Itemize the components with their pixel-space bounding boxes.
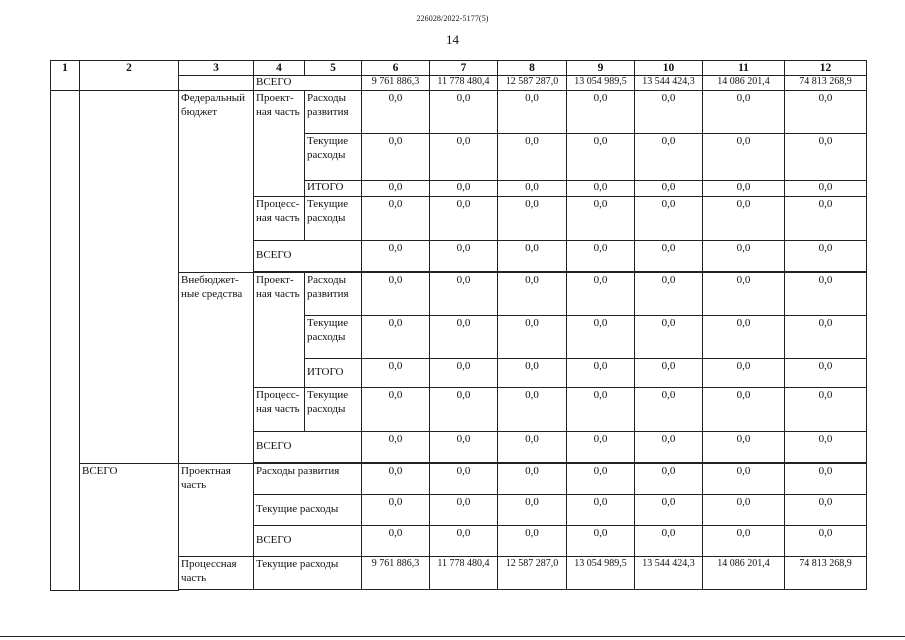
value-cell: 0,0	[362, 495, 430, 526]
value-cell: 0,0	[567, 241, 635, 272]
header-cell: 3	[179, 61, 254, 76]
value-cell: 13 544 424,3	[635, 557, 703, 590]
value-cell: 0,0	[362, 91, 430, 134]
value-cell: 0,0	[703, 359, 785, 388]
value-cell: 0,0	[567, 359, 635, 388]
page-number: 14	[446, 32, 459, 47]
part-label: Проект-ная часть	[254, 91, 305, 197]
value-cell: 0,0	[567, 495, 635, 526]
row-label: ВСЕГО	[254, 241, 362, 272]
table-row	[51, 464, 867, 495]
value-cell: 0,0	[785, 197, 867, 241]
header-cell: 8	[498, 61, 567, 76]
expense-label: Текущие расходы	[254, 495, 362, 526]
value-cell: 13 544 424,3	[635, 76, 703, 91]
value-cell: 13 054 989,5	[567, 76, 635, 91]
value-cell: 11 778 480,4	[430, 76, 498, 91]
value-cell: 0,0	[635, 432, 703, 463]
value-cell: 0,0	[703, 526, 785, 557]
expense-label: Текущие расходы	[305, 388, 362, 432]
value-cell: 0,0	[703, 464, 785, 495]
value-cell: 0,0	[635, 526, 703, 557]
value-cell: 9 761 886,3	[362, 557, 430, 590]
value-cell: 0,0	[567, 197, 635, 241]
value-cell: 0,0	[498, 197, 567, 241]
header-cell: 6	[362, 61, 430, 76]
value-cell: 0,0	[785, 388, 867, 432]
value-cell: 0,0	[567, 273, 635, 316]
value-cell: 0,0	[703, 316, 785, 359]
part-label: Процесс-ная часть	[254, 197, 305, 241]
expense-label: ИТОГО	[305, 359, 362, 388]
header-cell: 2	[80, 61, 179, 91]
value-cell: 14 086 201,4	[703, 557, 785, 590]
value-cell: 0,0	[635, 134, 703, 181]
value-cell: 0,0	[703, 273, 785, 316]
expense-label: Текущие расходы	[305, 134, 362, 181]
value-cell: 0,0	[430, 316, 498, 359]
value-cell: 0,0	[430, 464, 498, 495]
value-cell: 0,0	[635, 197, 703, 241]
value-cell: 0,0	[498, 241, 567, 272]
header-cell: 5	[305, 61, 362, 76]
value-cell: 0,0	[498, 526, 567, 557]
part-label: Проектная часть	[179, 464, 254, 557]
header-cell: 4	[254, 61, 305, 76]
value-cell: 0,0	[567, 526, 635, 557]
value-cell: 0,0	[635, 316, 703, 359]
value-cell: 0,0	[703, 388, 785, 432]
value-cell: 0,0	[362, 197, 430, 241]
value-cell: 0,0	[430, 241, 498, 272]
column-1-cell	[51, 91, 80, 591]
header-cell: 10	[635, 61, 703, 76]
value-cell: 0,0	[498, 388, 567, 432]
row-label: ВСЕГО	[254, 432, 362, 463]
value-cell: 0,0	[498, 432, 567, 463]
header-cell: 9	[567, 61, 635, 76]
value-cell: 0,0	[703, 197, 785, 241]
value-cell: 0,0	[362, 464, 430, 495]
value-cell: 0,0	[362, 388, 430, 432]
value-cell: 0,0	[785, 495, 867, 526]
value-cell: 0,0	[498, 464, 567, 495]
value-cell: 0,0	[635, 359, 703, 388]
value-cell: 0,0	[567, 464, 635, 495]
total-group-label: ВСЕГО	[80, 464, 179, 591]
value-cell: 11 778 480,4	[430, 557, 498, 590]
value-cell: 0,0	[635, 273, 703, 316]
value-cell: 0,0	[635, 388, 703, 432]
value-cell: 0,0	[430, 181, 498, 197]
value-cell: 0,0	[362, 432, 430, 463]
source-label-extra-budget: Внебюджет-ные средства	[179, 273, 254, 464]
row-label: ВСЕГО	[254, 526, 362, 557]
part-label: Проект-ная часть	[254, 273, 305, 388]
value-cell: 0,0	[567, 432, 635, 463]
expense-label: Расходы развития	[305, 91, 362, 134]
value-cell: 0,0	[362, 359, 430, 388]
value-cell: 0,0	[785, 432, 867, 463]
value-cell: 0,0	[430, 495, 498, 526]
value-cell: 0,0	[567, 316, 635, 359]
value-cell: 0,0	[785, 181, 867, 197]
page-bottom-rule	[0, 636, 905, 637]
value-cell: 0,0	[635, 241, 703, 272]
value-cell: 0,0	[362, 241, 430, 272]
value-cell: 0,0	[362, 526, 430, 557]
value-cell: 0,0	[703, 495, 785, 526]
value-cell: 0,0	[498, 273, 567, 316]
value-cell: 0,0	[498, 316, 567, 359]
value-cell: 0,0	[430, 273, 498, 316]
budget-table	[50, 60, 867, 591]
value-cell: 0,0	[703, 181, 785, 197]
value-cell: 13 054 989,5	[567, 557, 635, 590]
value-cell: 0,0	[362, 273, 430, 316]
expense-label: ИТОГО	[305, 181, 362, 197]
value-cell: 0,0	[635, 91, 703, 134]
value-cell: 0,0	[362, 316, 430, 359]
value-cell: 74 813 268,9	[785, 76, 867, 91]
value-cell: 0,0	[785, 273, 867, 316]
value-cell: 0,0	[567, 388, 635, 432]
value-cell: 12 587 287,0	[498, 557, 567, 590]
value-cell: 0,0	[362, 134, 430, 181]
value-cell: 0,0	[703, 134, 785, 181]
row-label: ВСЕГО	[254, 76, 362, 91]
value-cell: 0,0	[430, 197, 498, 241]
value-cell: 0,0	[430, 526, 498, 557]
value-cell: 0,0	[498, 91, 567, 134]
value-cell: 0,0	[785, 359, 867, 388]
value-cell: 0,0	[567, 134, 635, 181]
table-row	[51, 91, 867, 134]
header-cell: 7	[430, 61, 498, 76]
value-cell: 0,0	[430, 432, 498, 463]
header-cell: 11	[703, 61, 785, 76]
value-cell: 0,0	[498, 181, 567, 197]
value-cell: 0,0	[785, 526, 867, 557]
value-cell: 0,0	[703, 241, 785, 272]
value-cell: 0,0	[430, 91, 498, 134]
value-cell: 14 086 201,4	[703, 76, 785, 91]
value-cell: 0,0	[785, 464, 867, 495]
expense-label: Текущие расходы	[305, 316, 362, 359]
value-cell: 0,0	[703, 432, 785, 463]
header-cell: 12	[785, 61, 867, 76]
expense-label: Расходы развития	[254, 464, 362, 495]
value-cell: 9 761 886,3	[362, 76, 430, 91]
value-cell: 0,0	[785, 316, 867, 359]
value-cell: 0,0	[362, 181, 430, 197]
value-cell: 0,0	[785, 91, 867, 134]
value-cell: 0,0	[430, 134, 498, 181]
value-cell: 0,0	[430, 388, 498, 432]
expense-label: Текущие расходы	[254, 557, 362, 590]
value-cell: 0,0	[635, 495, 703, 526]
part-label: Процесс-ная часть	[254, 388, 305, 432]
value-cell: 12 587 287,0	[498, 76, 567, 91]
source-label-federal: Федеральный бюджет	[179, 91, 254, 273]
value-cell: 0,0	[498, 359, 567, 388]
value-cell: 74 813 268,9	[785, 557, 867, 590]
value-cell: 0,0	[498, 495, 567, 526]
value-cell: 0,0	[785, 134, 867, 181]
expense-label: Текущие расходы	[305, 197, 362, 241]
header-cell: 1	[51, 61, 80, 91]
value-cell: 0,0	[635, 181, 703, 197]
column-2-cell	[80, 91, 179, 464]
value-cell: 0,0	[498, 134, 567, 181]
value-cell: 0,0	[785, 241, 867, 272]
value-cell: 0,0	[430, 359, 498, 388]
expense-label: Расходы развития	[305, 273, 362, 316]
value-cell: 0,0	[567, 181, 635, 197]
value-cell: 0,0	[567, 91, 635, 134]
part-label: Процессная часть	[179, 557, 254, 590]
value-cell: 0,0	[635, 464, 703, 495]
document-id: 226028/2022-5177(5)	[416, 14, 489, 23]
value-cell: 0,0	[703, 91, 785, 134]
header-row	[51, 61, 867, 76]
